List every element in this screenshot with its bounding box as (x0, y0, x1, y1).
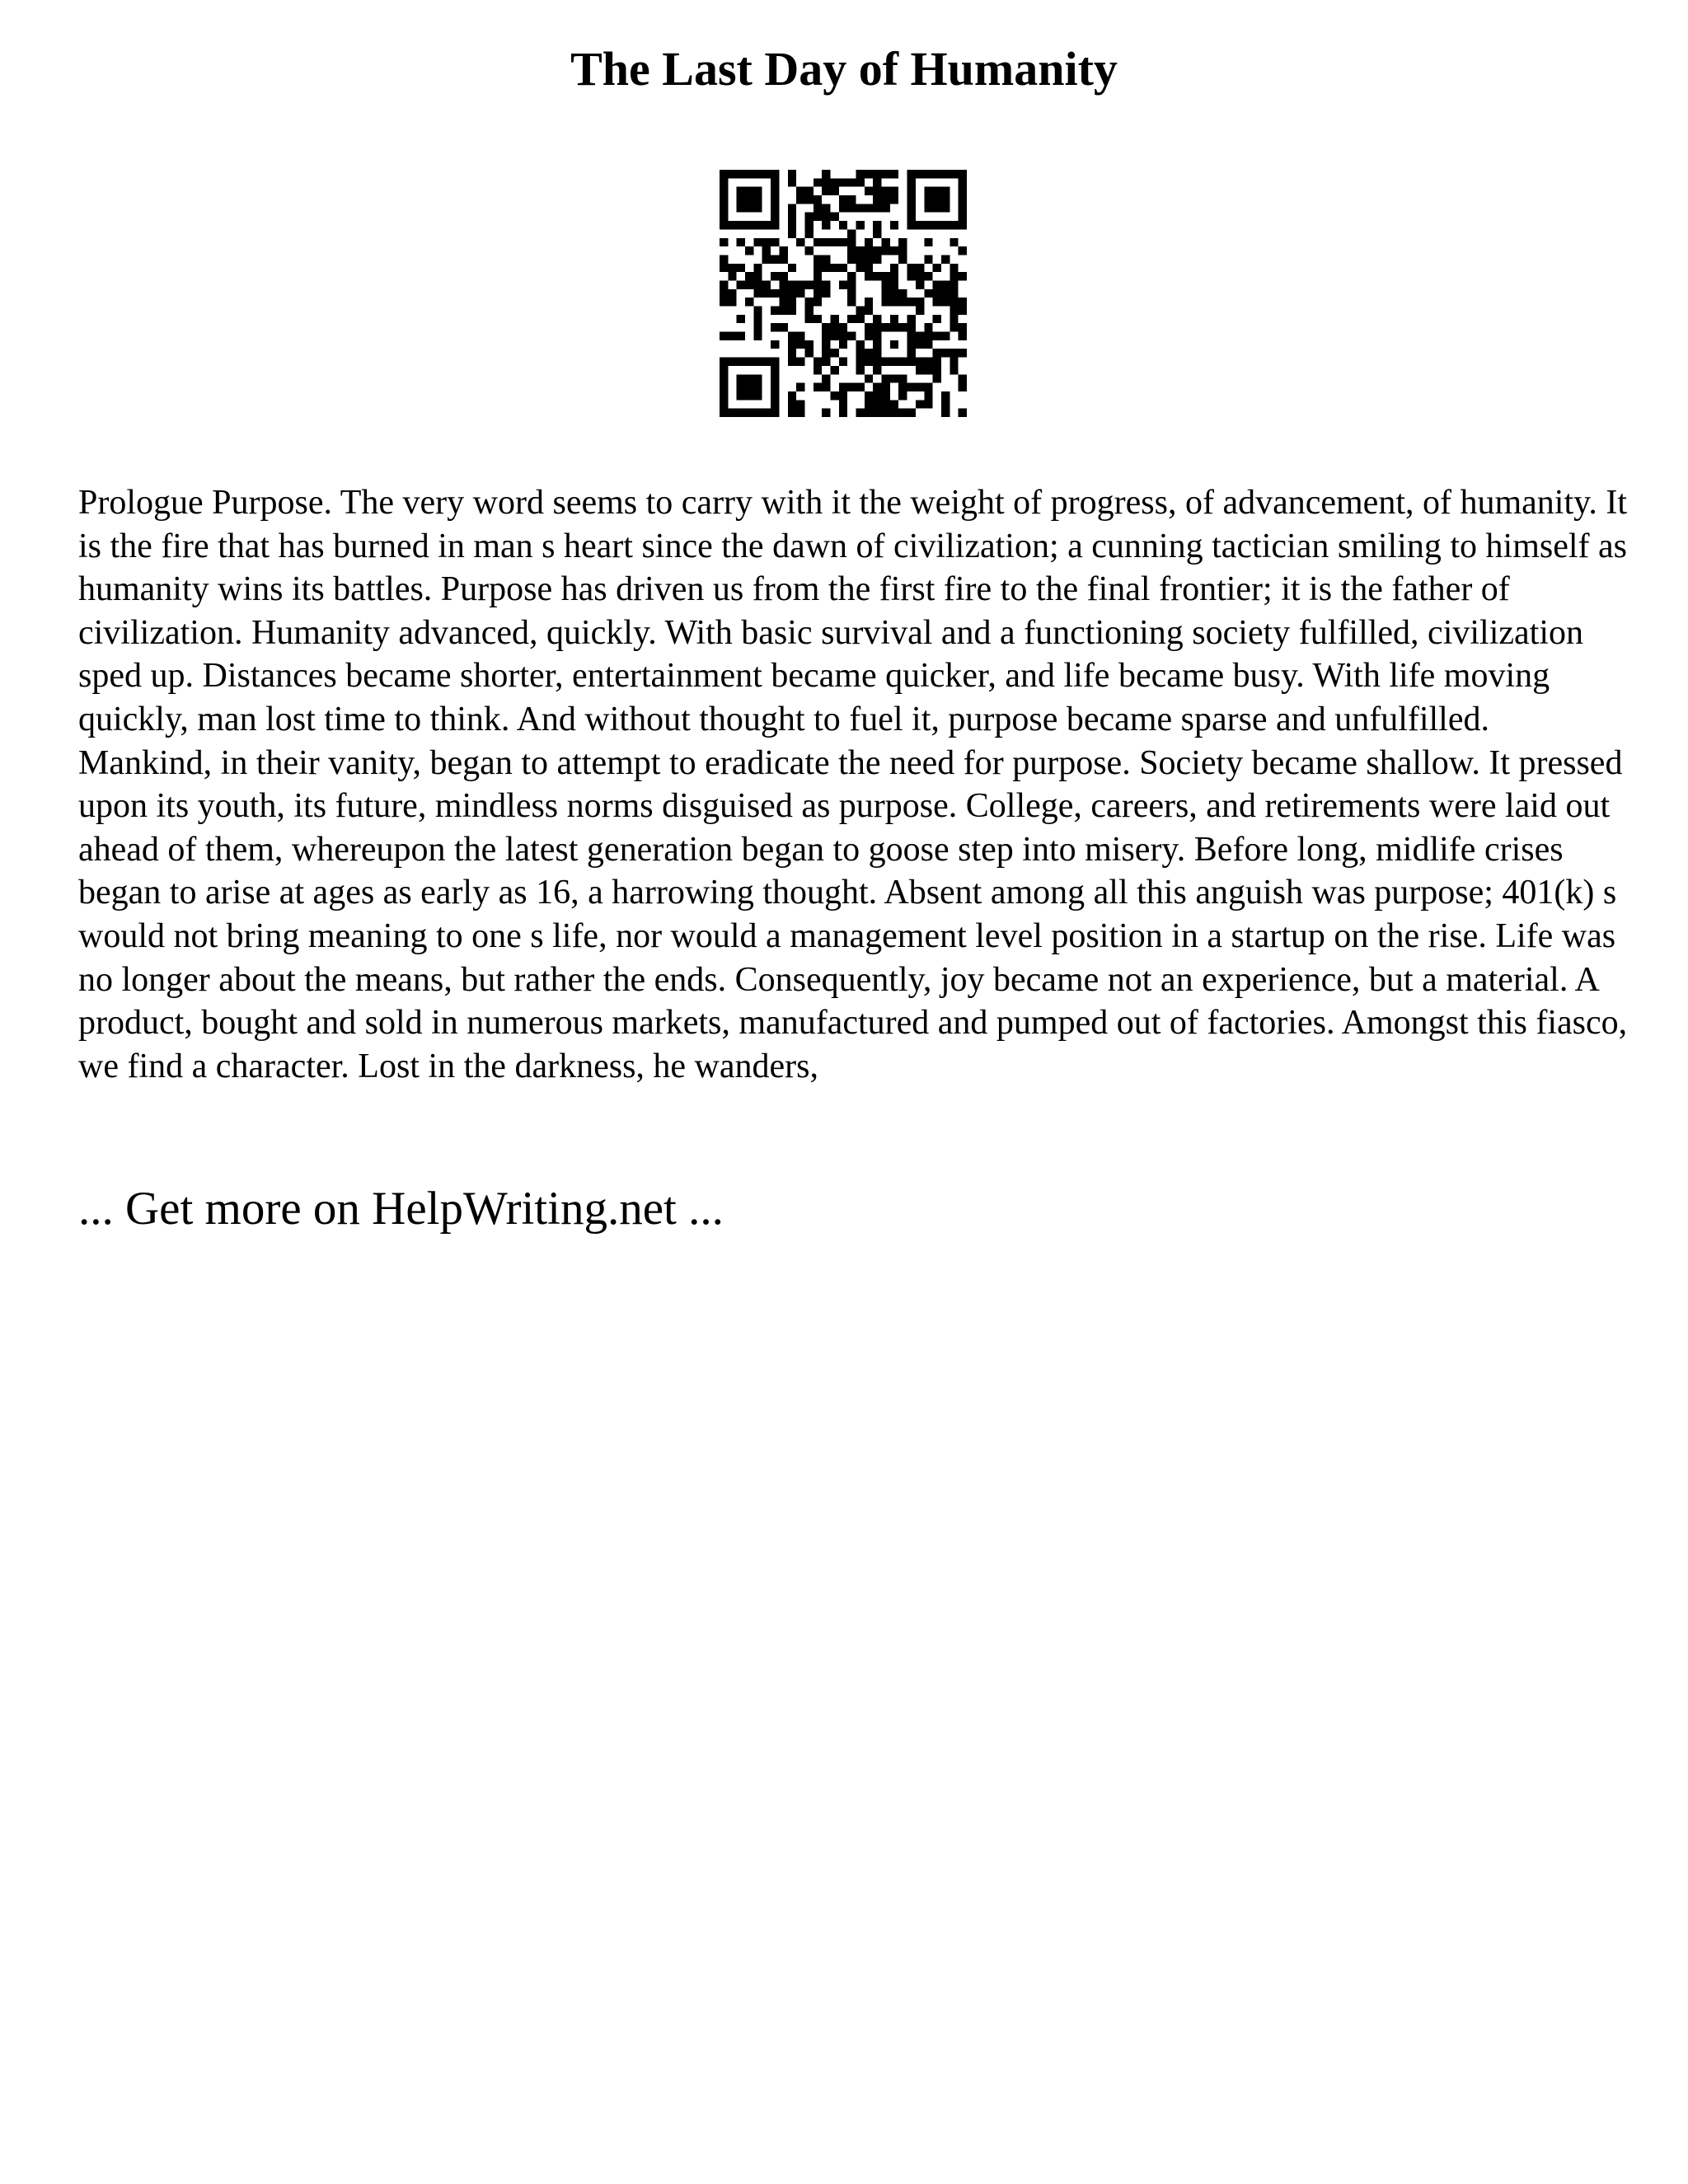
qr-code-icon (720, 170, 967, 417)
qr-code-graphic (720, 170, 967, 417)
body-paragraph: Prologue Purpose. The very word seems to carry with it the weight of progress, of advancement, of humanity. It is the fire that has burned in man s heart since the dawn of civilization; a cunning tactician smiling to himself as humanity wins its battles. Purpose has driven us from the first fire to the final frontier; it is the father of civilization. Humanity advanced, quickly. With basic survival and a functioning society fulfilled, civilization sped up. Distances became shorter, entertainment became quicker, and life became busy. With life moving quickly, man lost time to think. And without thought to fuel it, purpose became sparse and unfulfilled. Mankind, in their vanity, began to attempt to eradicate the need for purpose. Society became shallow. It pressed upon its youth, its future, mindless norms disguised as purpose. College, careers, and retirements were laid out ahead of them, whereupon the latest generation began to goose step into misery. Before long, midlife crises began to arise at ages as early as 16, a harrowing thought. Absent among all this anguish was purpose; 401(k) s would not bring meaning to one s life, nor would a management level position in a startup on the rise. Life was no longer about the means, but rather the ends. Consequently, joy became not an experience, but a material. A product, bought and sold in numerous markets, manufactured and pumped out of factories. Amongst this fiasco, we find a character. Lost in the darkness, he wanders, (78, 484, 1628, 1085)
get-more-link[interactable]: ... Get more on HelpWriting.net ... (78, 1183, 724, 1235)
page-title: The Last Day of Humanity (570, 42, 1118, 96)
